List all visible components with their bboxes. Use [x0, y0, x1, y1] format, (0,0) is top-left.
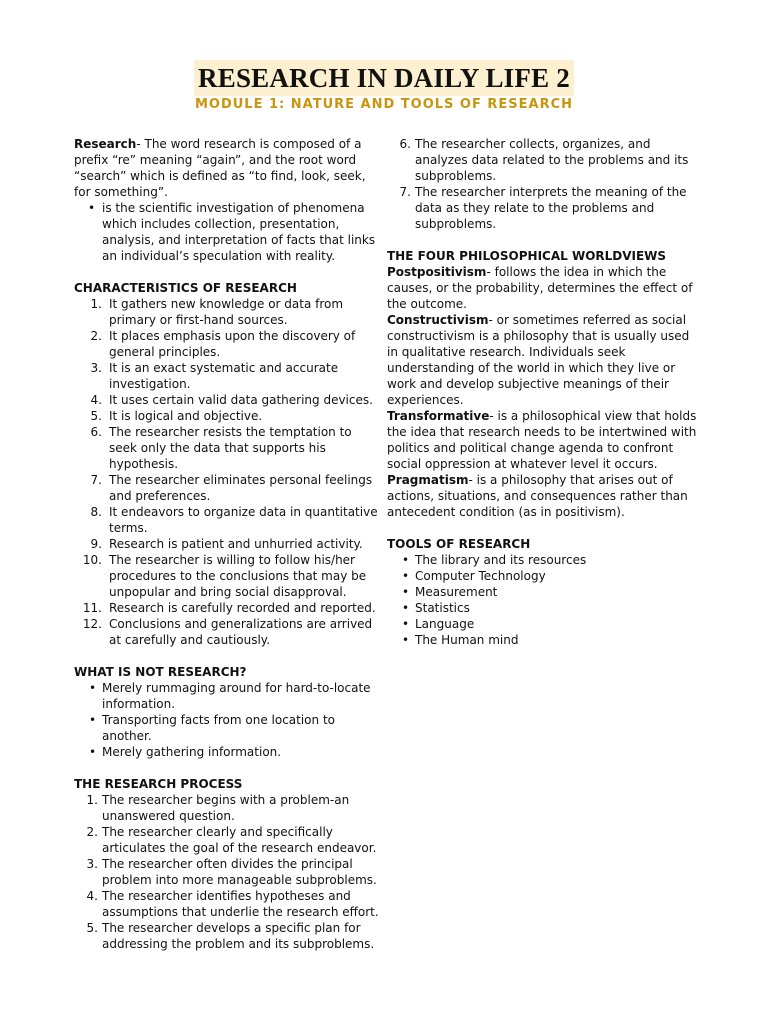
list-item: 11. Research is carefully recorded and reported.	[82, 601, 376, 615]
not-research-heading: WHAT IS NOT RESEARCH?	[74, 665, 247, 679]
process-heading: THE RESEARCH PROCESS	[74, 777, 243, 791]
list-item: • Computer Technology	[387, 568, 697, 584]
list-item: 12. Conclusions and generalizations are arrived at carefully and cautiously.	[82, 617, 373, 647]
list-item: 1. It gathers new knowledge or data from primary or first-hand sources.	[90, 297, 344, 327]
list-item: 8. It endeavors to organize data in quantitative terms.	[90, 505, 378, 535]
list-item: 5. The researcher develops a specific plan for addressing the problem and its subproblems.	[86, 921, 375, 951]
list-item: • The library and its resources	[387, 552, 697, 568]
list-item: • Merely rummaging around for hard-to-locate information.	[74, 680, 380, 712]
list-item: 3. It is an exact systematic and accurate investigation.	[90, 361, 339, 391]
page-title: RESEARCH IN DAILY LIFE 2	[194, 60, 574, 96]
list-item: 2. It places emphasis upon the discovery of general principles.	[90, 329, 356, 359]
list-item: 10. The researcher is willing to follow his/her procedures to the conclusions that may be unpopular and bring social disapproval.	[82, 553, 367, 599]
list-item: • Transporting facts from one location to another.	[74, 712, 380, 744]
worldview-constructivism: Constructivism- or sometimes referred as social constructivism is a philosophy that is usually used in qualitative research. Individuals seek understanding of the world in which they live or work and develop subjective meanings of their experiences.	[387, 313, 690, 407]
characteristics-list	[74, 296, 380, 648]
worldview-transformative: Transformative- is a philosophical view that holds the idea that research needs to be intertwined with politics and political change agenda to confront social oppression at whatever level it occurs.	[387, 409, 697, 471]
tools-heading: TOOLS OF RESEARCH	[387, 537, 531, 551]
list-item: 9. Research is patient and unhurried activity.	[90, 537, 363, 551]
list-item: • The Human mind	[387, 632, 697, 648]
research-term: Research	[74, 137, 137, 151]
list-item: 4. It uses certain valid data gathering devices.	[90, 393, 373, 407]
right-column	[387, 136, 697, 648]
list-item: • Statistics	[387, 600, 697, 616]
left-column	[74, 136, 380, 952]
process-list	[74, 792, 380, 952]
research-definition-text: - The word research is composed of a prefix “re” meaning “again”, and the root word “search” which is defined as “to find, look, seek, for something”.	[74, 137, 366, 199]
header	[0, 60, 768, 114]
research-definition	[74, 136, 380, 200]
list-item: 3. The researcher often divides the principal problem into more manageable subproblems.	[86, 857, 377, 887]
list-item: 6. The researcher resists the temptation to seek only the data that supports his hypothesis.	[90, 425, 352, 471]
research-bullet	[74, 200, 380, 264]
list-item: 6. The researcher collects, organizes, and analyzes data related to the problems and its subproblems.	[399, 137, 689, 183]
page-subtitle: MODULE 1: NATURE AND TOOLS OF RESEARCH	[194, 97, 574, 112]
research-bullet-text: is the scientific investigation of phenomena which includes collection, presentation, analysis, and interpretation of facts that links an individual’s speculation with reality.	[102, 201, 376, 263]
list-item: 7. The researcher interprets the meaning of the data as they relate to the problems and subproblems.	[399, 185, 687, 231]
process-list-continued	[387, 136, 697, 232]
list-item: 5. It is logical and objective.	[90, 409, 263, 423]
list-item: • Measurement	[387, 584, 697, 600]
list-item: 7. The researcher eliminates personal feelings and preferences.	[90, 473, 373, 503]
worldview-pragmatism: Pragmatism- is a philosophy that arises out of actions, situations, and consequences rather than antecedent condition (as in positivism).	[387, 473, 688, 519]
list-item: • Merely gathering information.	[74, 744, 380, 760]
not-research-list	[74, 680, 380, 760]
list-item: 1. The researcher begins with a problem-an unanswered question.	[86, 793, 350, 823]
characteristics-heading: CHARACTERISTICS OF RESEARCH	[74, 281, 297, 295]
worldview-postpositivism: Postpositivism- follows the idea in which the causes, or the probability, determines the effect of the outcome.	[387, 265, 693, 311]
list-item: • Language	[387, 616, 697, 632]
list-item: 2. The researcher clearly and specifically articulates the goal of the research endeavor.	[86, 825, 377, 855]
tools-list	[387, 552, 697, 648]
worldviews-heading: THE FOUR PHILOSOPHICAL WORLDVIEWS	[387, 249, 667, 263]
list-item: 4. The researcher identifies hypotheses and assumptions that underlie the research effort.	[86, 889, 379, 919]
bullet-icon: •	[88, 201, 96, 215]
